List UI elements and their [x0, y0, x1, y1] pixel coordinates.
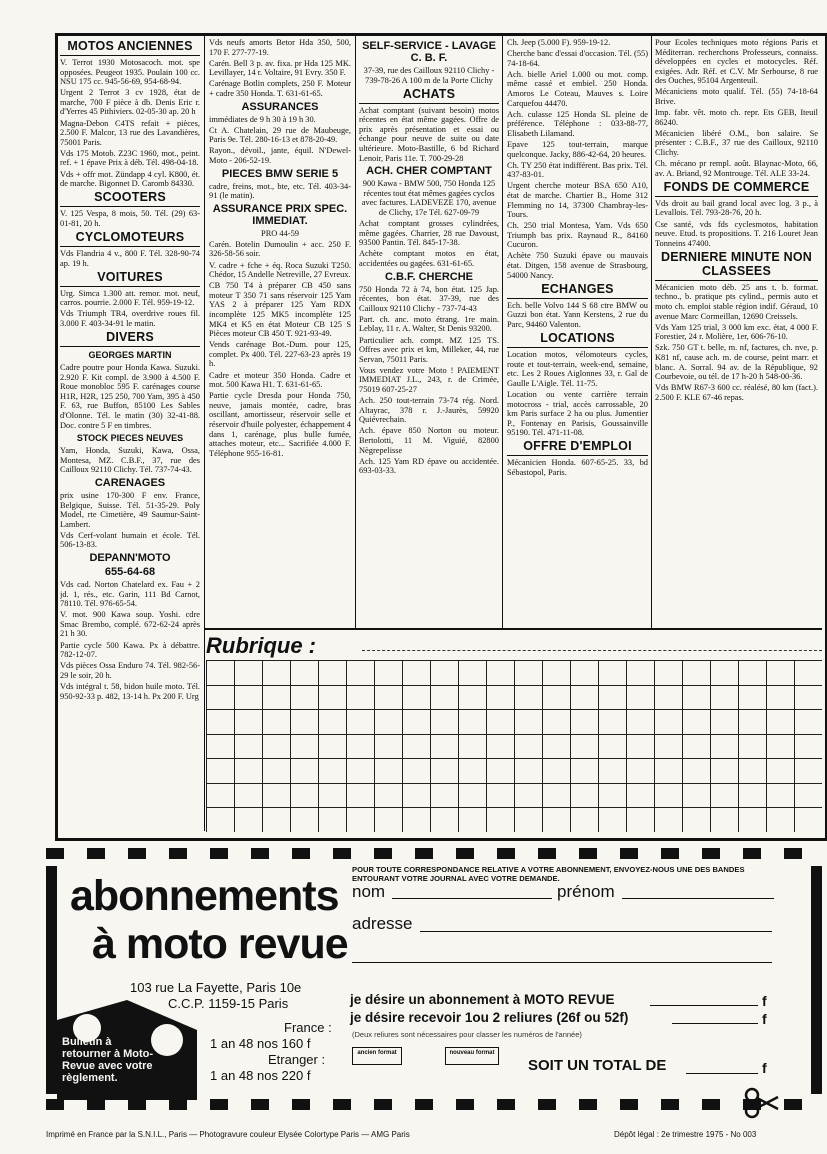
- ad-text: Part. ch. anc. moto étrang. 1re main. Leblay, 11 r. A. Walter, St Denis 93200.: [359, 314, 499, 334]
- ad-text: Mécanicien Honda. 607-65-25. 33, bd Sébastopol, Paris.: [507, 458, 648, 477]
- section-motos-anciennes: MOTOS ANCIENNES: [60, 39, 200, 56]
- ad-text: Partie cycle 500 Kawa. Px à débattre. 782-12-07.: [60, 640, 200, 660]
- section-achats: ACHATS: [359, 87, 499, 104]
- cut-dash: [784, 848, 802, 859]
- france-label: France :: [284, 1020, 332, 1035]
- ad-text: Ct A. Chatelain, 29 rue de Maubeuge, Paris 9e. Tél. 280-16-13 et 878-20-49.: [209, 125, 351, 145]
- ad-heading: GEORGES MARTIN: [88, 349, 172, 360]
- scissors-icon: [744, 1085, 780, 1121]
- coupon-left-bar: [46, 866, 57, 1094]
- ad-text: PRO 44-59: [261, 228, 299, 238]
- cut-dash: [210, 848, 228, 859]
- reliures-note: (Deux reliures sont nécessaires pour classer les numéros de l'année): [352, 1030, 582, 1039]
- cut-dash: [415, 1099, 433, 1110]
- cut-dash: [87, 1099, 105, 1110]
- cut-dash: [579, 1099, 597, 1110]
- ad-text: Achat comptant (suivant besoin) motos récentes en état même gagées. Offre de prix après présentation et essai ou échange pour neuve de suite ou date ultérieure. Moto-Bastille, 6 bd Richard Lenoir, Paris 11e. T. 700-29-28: [359, 105, 499, 163]
- ad-text: CB 750 T4 à préparer CB 450 sans moteur T 350 71 sans réservoir 125 Yam YAS 2 à préparer 125 Yam RDX incomplète 125 MK5 incomplète 125 MK4 et K5 en état Moteur CB 125 S Pièces moteur CB 450 T. 921-93-49.: [209, 281, 351, 339]
- total-unit: f: [762, 1060, 767, 1076]
- ad-text: Vds BMW R67-3 600 cc. réalésé, 80 km (fact.). 2.500 F. KLE 67-46 repas.: [655, 383, 818, 402]
- ad-heading: ASSURANCES: [241, 100, 319, 113]
- ancien-format-checkbox[interactable]: ancien format: [352, 1047, 402, 1065]
- cut-dash: [702, 848, 720, 859]
- ad-text: Particulier ach. compt. MZ 125 TS. Offres avec prix et km, Milleker, 44, rue Servan, 75011 Paris.: [359, 335, 499, 364]
- ad-heading: ASSURANCE PRIX SPEC. IMMEDIAT.: [212, 202, 348, 227]
- cut-dash: [497, 1099, 515, 1110]
- cut-dash: [251, 848, 269, 859]
- section-locations: LOCATIONS: [507, 331, 648, 348]
- ad-text: Szk. 750 GT t. belle, m. nf, factures, ch. nve, p. K81 nf, cause ach. m. de course, peint marr. et blanc. A. Sorral. 94 av. de la République, 92 Courbevoie, ou tél. de 17 h-20 h 548-00-36.: [655, 343, 818, 382]
- ad-text: Ach. bielle Ariel 1.000 ou mot. comp. même cassé et embiel. 250 Honda. Amoros Le Coteau, Mauves s. Loire Carquefou 44470.: [507, 69, 648, 108]
- ad-text: Carénage Botlin complets, 250 F. Moteur + cadre 350 Honda. T. 631-61-65.: [209, 79, 351, 98]
- section-cyclomoteurs: CYCLOMOTEURS: [60, 230, 200, 247]
- ad-text: V. Terrot 1930 Motosacoch. mot. spe opposées. Peugeot 1935. Poulain 100 cc. NSU 175 cc. 945-56-69, 954-68-94.: [60, 58, 200, 87]
- cut-dash: [620, 848, 638, 859]
- cut-dash: [456, 848, 474, 859]
- column-divider: [204, 36, 205, 831]
- cut-dash: [169, 1099, 187, 1110]
- ad-text: Rayon., dévoil., jante, équil. N'Dewel-Moto - 206-52-19.: [209, 146, 351, 165]
- cut-dash: [128, 848, 146, 859]
- column-divider: [651, 36, 652, 628]
- cut-dash: [538, 848, 556, 859]
- ad-text: Magna-Debon C4TS refait + pièces, 2.500 F. Malcor, 13 rue des Lavandières, 75001 Paris.: [60, 118, 200, 147]
- cut-dash: [128, 1099, 146, 1110]
- ad-text: 37-39, rue des Cailloux 92110 Clichy - 739-78-26 A 100 m de la Porte Clichy: [363, 66, 495, 85]
- moto-revue-headline: à moto revue: [92, 920, 348, 968]
- ad-text: Cse santé, vds fds cyclesmotos, habitation neuve. Etud. ts propositions. T. 216 Louret Jean Tonneins 47400.: [655, 219, 818, 248]
- ad-text: Urg. Simca 1.300 att. remor. mot. neuf, carros. pourrie. 2.000 F. Tél. 959-19-12.: [60, 288, 200, 308]
- ad-text: Carén. Botelin Dumoulin + acc. 250 F. 326-58-56 soir.: [209, 239, 351, 259]
- ad-text: Carén. Bell 3 p. av. fixa. pr Hda 125 MK. Levillayer, 14 r. Voltaire, 91 Evry. 350 F.: [209, 58, 351, 78]
- ad-text: V. 125 Vespa, 8 mois, 50. Tél. (29) 63-01-81, 20 h.: [60, 209, 200, 228]
- ad-text: Achète 750 Suzuki épave ou mauvais état. Ditgen, 158 avenue de Strasbourg, 54000 Nancy.: [507, 251, 648, 280]
- ad-heading: STOCK PIECES NEUVES: [76, 433, 184, 444]
- ad-text: Yam, Honda, Suzuki, Kawa, Ossa, Montesa, MZ. C.B.F., 37, rue des Cailloux 92110 Clichy. Tél. 737-74-43.: [60, 446, 200, 475]
- section-scooters: SCOOTERS: [60, 190, 200, 207]
- reliures-request: je désire recevoir 1ou 2 reliures (26f ou 52f): [350, 1010, 629, 1025]
- cut-dash: [374, 1099, 392, 1110]
- column-divider: [355, 36, 356, 628]
- ad-text: Vends carénage Bot.-Dum. pour 125, complet. Px 400. Tél. 227-63-23 après 19 h.: [209, 340, 351, 369]
- cut-dash: [46, 848, 64, 859]
- ad-text: Vds 175 Motob. Z23C 1960, mot., peint. ref. + 1 épave Prix à déb. Tél. 498-04-18.: [60, 148, 200, 168]
- nom-label: nom: [352, 882, 386, 901]
- ad-text: Ach. culasse 125 Honda SL pleine de préférence. Téléphone : 033-88-77, Elisabeth Lilamand.: [507, 109, 648, 138]
- cut-dash: [579, 848, 597, 859]
- ad-text: Epave 125 tout-terrain, marque quelconque. Jacky, 886-42-64, 20 heures.: [507, 139, 648, 159]
- ad-phone: 655-64-68: [104, 565, 156, 578]
- ad-heading: C.B.F. CHERCHE: [384, 270, 473, 283]
- cut-dash: [661, 1099, 679, 1110]
- total-label: SOIT UN TOTAL DE: [528, 1057, 667, 1074]
- column-4: [507, 38, 648, 626]
- ad-writing-grid[interactable]: [206, 660, 822, 832]
- printer-credit: Imprimé en France par la S.N.I.L., Paris — Photogravure couleur Elysée Colortype Paris — AMG Paris: [46, 1130, 410, 1139]
- ad-text: Ch. mécano pr rempl. août. Blaynac-Moto, 66, av. A. Briand, 92 Montrouge. Tél. ALE 33-24.: [655, 159, 818, 178]
- ad-text: prix usine 170-300 F env. France, Belgique, Suisse. Tél. 51-35-29. Poly Model, rte Cimetière, 49 Saumur-Saint-Lambert.: [60, 490, 200, 529]
- reliures-unit: f: [762, 1011, 767, 1027]
- prenom-label: prénom: [557, 882, 615, 901]
- coupon-right-bar: [811, 866, 822, 1094]
- ad-text: Location motos, vélomoteurs cycles, route et tout-terrain, week-end, semaine, etc. Les 2 Roues Aiglonnes 33, r. Gal de Gaulle L'Aigle. Tél. 11-75.: [507, 350, 648, 388]
- ad-text: V. mot. 900 Kawa soup. Yoshi. cdre Smac Brembo, complé. 672-62-24 après 21 h 30.: [60, 610, 200, 639]
- abonnement-amount-field[interactable]: [650, 1005, 758, 1006]
- legal-deposit: Dépôt légal : 2e trimestre 1975 - No 003: [614, 1130, 757, 1139]
- correspondence-instruction: POUR TOUTE CORRESPONDANCE RELATIVE A VOTRE ABONNEMENT, ENVOYEZ-NOUS UNE DES BANDES ENTOURANT VOTRE JOURNAL AVEC VOTRE DEMANDE.: [352, 865, 745, 883]
- ad-text: Ach. 250 tout-terrain 73-74 rég. Nord. Altayrac, 378 r. J.-Jaurès, 59920 Quiévrechain.: [359, 396, 499, 425]
- cut-dash: [620, 1099, 638, 1110]
- ad-text: Ch. 250 trial Montesa, Yam. Vds 650 Triumph bas prix. Raynaud R., 84160 Cucuron.: [507, 221, 648, 250]
- cut-dash: [374, 848, 392, 859]
- ad-text: Cherche banc d'essai d'occasion. Tél. (55) 74-18-64.: [507, 49, 648, 68]
- ad-text: Cadre et moteur 350 Honda. Cadre et mot. 500 Kawa H1. T. 631-61-65.: [209, 370, 351, 390]
- adresse-field[interactable]: [420, 931, 772, 932]
- column-3: [359, 38, 499, 626]
- ad-text: Pour Ecoles techniques moto régions Paris et Méditerran. recherchons Professeurs, connaiss. développées en cycles et motocycles. Réf. exigées. Adr. Réf. et C.V. Mr Serbourse, 8 rue des Ouches, 95104 Argenteuil.: [655, 38, 818, 86]
- ad-text: Urgent 2 Terrot 3 cv 1928, état de marche, 700 F pièce à db. Denis Eric r. d'Yerres 45 Pithiviers. 02-05-30 ap. 20 h: [60, 88, 200, 117]
- ad-heading: SELF-SERVICE - LAVAGE C. B. F.: [362, 40, 496, 64]
- section-divers: DIVERS: [60, 330, 200, 347]
- abonnement-unit: f: [762, 993, 767, 1009]
- cut-dash: [784, 1099, 802, 1110]
- section-offre-emploi: OFFRE D'EMPLOI: [507, 439, 648, 456]
- ad-heading: PIECES BMW SERIE 5: [221, 167, 339, 180]
- ad-text: Mécaniciens moto qualif. Tél. (55) 74-18-64 Brive.: [655, 87, 818, 107]
- cut-dash: [210, 1099, 228, 1110]
- cut-dash: [87, 848, 105, 859]
- subscription-ccp: C.C.P. 1159-15 Paris: [168, 996, 289, 1011]
- cut-dash: [743, 848, 761, 859]
- ad-text: Ch. Jeep (5.000 F). 959-19-12.: [507, 38, 611, 47]
- ad-text: Vds cad. Norton Chatelard ex. Fau + 2 jd. 1, rés., etc. Garin, 111 Bd Carnot, 78110. Tél. 976-65-54.: [60, 579, 200, 609]
- column-1: [60, 38, 200, 832]
- cut-dash: [702, 1099, 720, 1110]
- subscription-address: 103 rue La Fayette, Paris 10e: [130, 980, 302, 995]
- nom-field[interactable]: [392, 898, 552, 899]
- ad-text: Vds intégral t. 58, bidon huile moto. Tél. 950-92-33 p. 482, 13-14 h. Px 200 F. Urg: [60, 681, 200, 701]
- ad-text: Vds pièces Ossa Enduro 74. Tél. 982-56-29 le soir, 20 h.: [60, 661, 200, 680]
- ad-text: Vous vendez votre Moto ! PAIEMENT IMMEDIAT J.L., 243, r. de Crimée, 75019 607-25-27: [359, 365, 499, 395]
- prenom-field[interactable]: [622, 898, 774, 899]
- ad-text: Achète comptant motos en état, accidentées ou gagées. 631-61-65.: [359, 249, 499, 268]
- bulletin-text: Bulletin à retourner à Moto-Revue avec votre règlement.: [62, 1036, 154, 1084]
- ad-text: Mécanicien libéré O.M., bon salaire. Se présenter : C.B.F., 37 rue des Cailloux, 92110 Clichy.: [655, 128, 818, 158]
- rubrique-divider: [205, 628, 822, 630]
- cut-dash: [169, 848, 187, 859]
- ad-text: Vds Cerf-volant humain et école. Tél. 506-13-83.: [60, 530, 200, 550]
- ad-text: Imp. fabr. vêt. moto ch. repr. Ets GEB, Iteuil 86240.: [655, 108, 818, 127]
- cut-dash: [661, 848, 679, 859]
- adresse-label: adresse: [352, 914, 413, 933]
- ad-text: Achat comptant grosses cylindrées, même gagées. Charrier, 28 rue Davoust, 93500 Pantin. Tél. 845-17-38.: [359, 219, 499, 248]
- ad-text: Ch. TY 250 état indifférent. Bas prix. Tél. 437-83-01.: [507, 160, 648, 180]
- ad-text: Vds neufs amorts Betor Hda 350, 500, 170 F. 277-77-19.: [209, 38, 351, 57]
- reliures-amount-field[interactable]: [672, 1023, 758, 1024]
- ad-text: Vds + offr mot. Zündapp 4 cyl. K800, ét. de marche. Bigonnet D. Caromb 84330.: [60, 169, 200, 189]
- abonnement-request: je désire un abonnement à MOTO REVUE: [350, 992, 615, 1007]
- coupon-top-dashes: [46, 848, 825, 859]
- ad-text: cadre, freins, mot., bte, etc. Tél. 403-34-91 (le matin).: [209, 181, 351, 201]
- ad-text: V. cadre + fche + éq. Roca Suzuki T250. Chédor, 15 Andelle Netreville, 27 Evreux.: [209, 260, 351, 280]
- etranger-label: Etranger :: [268, 1052, 326, 1067]
- cut-dash: [292, 1099, 310, 1110]
- ad-text: Ach. 125 Yam RD épave ou accidentée. 693-03-33.: [359, 456, 499, 476]
- ad-text: Location ou vente carrière terrain motocross - trial, accès carrossable, 20 km Paris surface 2 ha ou plus. Jumentier P., Fontenay en Parisis, Goussainville 95190. Tél. 471-11-08.: [507, 389, 648, 438]
- cut-dash: [333, 848, 351, 859]
- ad-heading: ACH. CHER COMPTANT: [366, 165, 492, 178]
- ad-text: immédiates de 9 h 30 à 19 h 30.: [209, 114, 316, 124]
- rubrique-label: Rubrique :: [206, 633, 316, 658]
- ad-text: Urgent cherche moteur BSA 650 A10, état de marche. Chartier B., Home 312 Flemming no 14, 37300 Chambray-les-Tours.: [507, 181, 648, 220]
- section-fonds-de-commerce: FONDS DE COMMERCE: [655, 180, 818, 197]
- ad-text: Vds Triumph TR4, overdrive roues fil. 3.000 F. 403-34-91 le matin.: [60, 309, 200, 328]
- ad-text: Vds Yam 125 trial, 3 000 km exc. état, 4 000 F. Forestier, 24 r. Molière, 1er, 606-76-10.: [655, 322, 818, 342]
- column-5: [655, 38, 818, 626]
- cut-dash: [333, 1099, 351, 1110]
- abonnements-headline: abonnements: [70, 872, 339, 920]
- france-price: 1 an 48 nos 160 f: [210, 1036, 311, 1051]
- ad-heading: CARENAGES: [94, 476, 166, 489]
- section-derniere-minute: DERNIERE MINUTE NON CLASSEES: [655, 250, 818, 281]
- adresse-field-line2[interactable]: [352, 962, 772, 963]
- ad-text: Cadre poutre pour Honda Kawa. Suzuki. 2.920 F. Kit compl. de 3.900 à 4.500 F. Roue monobloc 595 F. carénages course H1R, H2R, 125 250, 700 Yam, 395 à 450 F. 63, rue Buffon, 85100 Les Sables d'Olonne. Tél. le matin (30) 32-41-88. Doc. contre 5 F en timbres.: [60, 362, 200, 430]
- rubrique-input-line[interactable]: [362, 650, 822, 652]
- section-echanges: ECHANGES: [507, 282, 648, 299]
- cut-dash: [251, 1099, 269, 1110]
- ad-text: Ach. épave 850 Norton ou moteur. Bertolotti, 11 M. Viguié, 82800 Nègrepelisse: [359, 426, 499, 455]
- ad-text: Ech. belle Volvo 144 S 68 ctre BMW ou Guzzi bon état. Yann Kerstens, 2 rue du Parc, 94460 Valenton.: [507, 300, 648, 329]
- cut-dash: [497, 848, 515, 859]
- section-voitures: VOITURES: [60, 270, 200, 287]
- ad-text: 750 Honda 72 à 74, bon état. 125 Jap. récentes, bon état. 37-39, rue des Cailloux 92110 Clichy - 737-74-43: [359, 284, 499, 313]
- etranger-price: 1 an 48 nos 220 f: [210, 1068, 311, 1083]
- cut-dash: [46, 1099, 64, 1110]
- ad-text: 900 Kawa - BMW 500, 750 Honda 125 récentes tout état mêmes gagées cyclos avec factures. LADEVEZE 170, avenue de Clichy, 17e Tél. 627-09-79: [361, 179, 497, 218]
- ad-heading: DEPANN'MOTO: [89, 551, 171, 564]
- cut-dash: [415, 848, 433, 859]
- ad-text: Mécanicien moto déb. 25 ans t. b. format. techno., b. pratique pts cylind., permis auto et moto ch. emploi stable région indif. Géraud, 10 avenue Marc Cormeillan, 12690 Creissels.: [655, 282, 818, 321]
- column-2: [209, 38, 351, 626]
- ad-text: Partie cycle Dresda pour Honda 750, neuve, jamais montée, cadre, bras oscillant, amortisseur, réservoir selle et réservoir d'huile polyester, échappement 4 dans 1, carénage, plus bulle fumée, attaches moteur, etc... Sacrifiée 4.000 F. Téléphone 955-16-81.: [209, 391, 351, 458]
- column-divider: [502, 36, 503, 628]
- ad-text: Vds droit au bail grand local avec log. 3 p., à Levallois. Tél. 793-28-76, 20 h.: [655, 198, 818, 218]
- cut-dash: [456, 1099, 474, 1110]
- cut-dash: [292, 848, 310, 859]
- nouveau-format-checkbox[interactable]: nouveau format: [445, 1047, 499, 1065]
- coupon-bottom-dashes: [46, 1099, 825, 1110]
- cut-dash: [538, 1099, 556, 1110]
- ad-text: Vds Flandria 4 v., 800 F. Tél. 328-90-74 ap. 19 h.: [60, 248, 200, 268]
- total-amount-field[interactable]: [686, 1073, 758, 1074]
